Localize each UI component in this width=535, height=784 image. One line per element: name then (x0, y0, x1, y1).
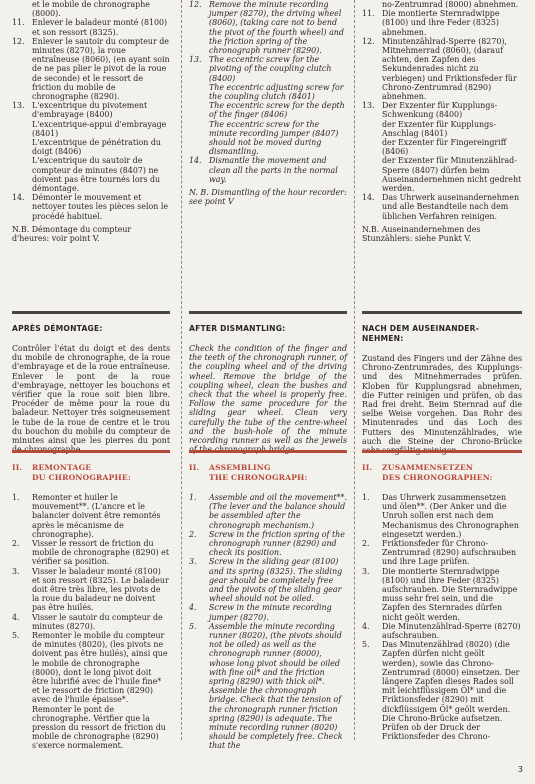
french-column (12, 0, 170, 784)
list-item: 1. Assemble and oil the movement**. (The lever and the balance should be assembled after the chronograph mechanism.) (189, 493, 347, 530)
list-item: The eccentric screw for the minute recording jumper (8407) should not be moved during dismantling. (209, 119, 339, 157)
section-rule (12, 311, 170, 314)
list-item: der Exzenter für Fingereingriff (8406) (382, 138, 507, 157)
en-assembly-list (189, 493, 347, 751)
list-item: 13. The eccentric screw for the pivoting of the coupling clutch (8400) (189, 55, 332, 83)
page-number: 3 (517, 765, 523, 774)
section-heading: II. ASSEMBLING THE CHRONOGRAPH: (189, 463, 308, 482)
list-item: 13. Der Exzenter für Kupplungs-Schwenkung (8400) (362, 101, 498, 120)
list-item: 14. Dismantle the movement and clean all the parts in the normal way. (189, 156, 338, 184)
list-item: 11. Die montierte Sternradwippe (8100) und ihre Feder (8325) abnehmen. (362, 9, 500, 37)
section-text: Check the condition of the finger and the teeth of the chronograph runner, of the coupling wheel and of the driving wheel. Remove the bridge of the coupling wheel, clean the bushes and check that the wheel is properly free. Follow the same procedure for the sliding gear wheel. Clean very carefully the tube of the centre-wheel and the bush-hole of the minute recording runner as well as the jewels of the chronograph bridge. (189, 344, 347, 455)
de-step-list (362, 0, 522, 221)
section-text: Zustand des Fingers und der Zähne des Chrono-Zentrumrades, des Kupplungs- und des Mitnehmerrades prüfen. Kloben für Kupplungsrad abnehmen, die Futter reinigen und prüfen, ob das Rad frei dreht. Beim Sternrad auf die selbe Weise vorgehen. Das Rohr des Minutenrades und das Loch des Futters des Minutenzählrades, wie auch die Steine der Chrono-Brücke sehr sorgfältig reinigen. (362, 354, 522, 456)
list-item: 4. Die Minutenzählrad-Sperre (8270) aufschrauben. (362, 621, 521, 641)
section-heading: II. ZUSAMMENSETZEN DES CHRONOGRAPHEN: (362, 463, 493, 482)
list-item: 14. Das Uhrwerk auseinandernehmen und alle Bestandteile nach dem üblichen Verfahren reinigen. (362, 193, 520, 221)
fr-after-dismantling (12, 311, 170, 454)
list-item: The eccentric adjusting screw for the coupling clutch (8401) (209, 82, 344, 102)
german-column (362, 0, 522, 784)
list-item: 12. Enlever le sautoir du compteur de minutes (8270), la roue entraîneuse (8060), (en ayant soin de ne pas plier le pivot de la roue de seconde) et le ressort de friction du mobile de chronographe (8290). (12, 36, 170, 102)
list-item: 11. Enlever le baladeur monté (8100) et son ressort (8325). (12, 18, 168, 37)
section-rule (362, 311, 522, 314)
list-item: 3. Visser le baladeur monté (8100) et son ressort (8325). Le baladeur doit être très libre, les pivots de la roue du baladeur ne doivent pas être huilés. (12, 566, 169, 613)
fr-assembly-list (12, 493, 170, 751)
fr-step-list (12, 0, 170, 221)
list-item: 1. Das Uhrwerk zusammensetzen und ölen**. (Der Anker und die Unruh sollen erst nach dem Mechanismus des Chronographen eingesetzt werden.) (362, 493, 519, 539)
en-step-list (189, 0, 347, 184)
list-item: L'excentrique du sautoir de compteur de minutes (8407) ne doivent pas être tournés lors du démontage. (32, 156, 161, 194)
list-item: 5. Remonter le mobile du compteur de minutes (8020), (les pivots ne doivent pas être huilés), ainsi que le mobile de chronographe (8000), dont le long pivot doit être lubrifié avec de l'huile fine* et le ressort de friction (8290) avec de l'huile épaisse*. (12, 631, 168, 705)
list-item: 1. Remonter et huiler le mouvement**. (L'ancre et le balancier doivent être remontés après le mécanisme de chronographe). (12, 493, 161, 539)
fr-dismantling-steps (12, 0, 170, 243)
fr-note: N.B. Démontage du compteur d'heures: voir point V. (12, 224, 132, 244)
list-item: 2. Screw in the friction spring of the chronograph runner (8290) and check its position. (189, 529, 345, 558)
list-item: 3. Screw in the sliding gear (8100) and its spring (8325). The sliding gear should be completely free and the pivots of the sliding gear wheel should not be oiled. (189, 557, 343, 604)
de-assembly-list (362, 493, 522, 741)
section-rule (362, 450, 522, 453)
de-dismantling-steps (362, 0, 522, 243)
list-item: 2. Visser le ressort de friction du mobile de chronographe (8290) et vérifier sa position. (12, 539, 170, 567)
section-heading: APRÈS DÉMONTAGE: (12, 324, 103, 333)
list-item: 2. Friktionsfeder für Chrono-Zentrumrad (8290) aufschrauben und ihre Lage prüfen. (362, 539, 517, 567)
en-note: N. B. Dismantling of the hour recorder: see point V (189, 188, 347, 207)
list-item: 13. L'excentrique du pivotement d'embrayage (8400) (12, 101, 148, 120)
de-note: N.B. Auseinandernehmen des Stunzählers: siehe Punkt V. (362, 224, 481, 244)
list-item: 4. Visser le sautoir du compteur de minutes (8270). (12, 612, 163, 631)
column-divider (181, 0, 182, 740)
section-heading: AFTER DISMANTLING: (189, 324, 286, 333)
list-item: Assemble the chronograph bridge. Check that the tension of the chronograph runner friction spring (8290) is adequate. The minute recording runner (8020) should be completely free. Check that the (209, 686, 343, 751)
list-item: L'excentrique de pénétration du doigt (8406) (32, 138, 161, 157)
list-item: der Exzenter für Minutenzählrad-Sperre (8407) dürfen beim Auseinandernehmen nicht gedreht werden. (382, 156, 522, 194)
section-rule (189, 450, 347, 453)
section-rule (189, 311, 347, 314)
fr-reassembly (12, 450, 170, 751)
list-item: der Exzenter für Kupplungs-Anschlag (8401) (382, 119, 496, 138)
list-item: 14. Démonter le mouvement et nettoyer toutes les pièces selon le procédé habituel. (12, 193, 169, 221)
section-heading: II. REMONTAGE DU CHRONOGRAPHE: (12, 463, 131, 482)
en-dismantling-steps (189, 0, 347, 206)
english-column (189, 0, 347, 784)
list-item: Remonter le pont de chronographe. Vérifier que la pression du ressort de friction du mobile de chronographe (8290) s'exerce normalement. (32, 704, 166, 751)
list-item: 12. Remove the minute recording jumper (8270), the driving wheel (8060), (taking care not to bend the pivot of the fourth wheel) and the friction spring of the chronograph runner (8290). (189, 0, 344, 56)
section-heading: NACH DEM AUSEINANDER- NEHMEN: (362, 324, 480, 343)
en-reassembly (189, 450, 347, 751)
list-item: 5. Assemble the minute recording runner (8020), (the pivots should not be oiled) as well as the chronograph runner (8000), whose long pivot should be oiled with fine oil* and the friction spring (8290) with thick oil*. (189, 621, 342, 687)
section-text: Contrôler l'état du doigt et des dents du mobile de chronographe, de la roue d'embrayage et de la roue entraîneuse. Enlever le pont de la roue d'embrayage, nettoyer les bouchons et vérifier que la roue soit bien libre. Procéder de même pour la roue du baladeur. Nettoyer très soigneusement le tube de la roue de centre et le trou du bouchon du mobile du compteur de minutes ainsi que les pierres du pont de chronographe. (12, 344, 170, 455)
list-item: 5. Das Minutenzählrad (8020) (die Zapfen dürfen nicht geölt werden), sowie das Chrono-Zentrumrad (8000) einsetzen. Der längere Zapfen dieses Rades soll mit leichtflüssigem Öl* und die Friktionsfeder (8290) mit dickflüssigem Öl* geölt werden. Die Chrono-Brücke aufsetzen. Prüfen ob der Druck der Friktionsfeder des Chrono- (362, 640, 520, 742)
column-divider (354, 0, 355, 740)
de-reassembly (362, 450, 522, 741)
section-rule (12, 450, 170, 453)
list-item: The eccentric screw for the depth of the finger (8406) (209, 101, 345, 120)
list-item: 12. Minutenzählrad-Sperre (8270), Mitnehmerrad (8060), (darauf achten, den Zapfen des Sekundenrades nicht zu verbiegen) und Friktionsfeder für Chrono-Zentrumrad (8290) abnehmen. (362, 36, 517, 102)
list-item: no-Zentrumrad (8000) abnehmen. (382, 0, 519, 9)
list-item: 4. Screw in the minute recording jumper (8270). (189, 603, 332, 622)
en-after-dismantling (189, 311, 347, 454)
list-item: L'excentrique-appui d'embrayage (8401) (32, 119, 167, 138)
de-after-dismantling (362, 311, 522, 455)
list-item: 3. Die montierte Sternradwippe (8100) und ihre Feder (8325) aufschrauben. Die Sternradwippe muss sehr frei sein, und die Zapfen des Sternrades dürfen nicht geölt werden. (362, 566, 518, 622)
list-item: et le mobile de chronographe (8000). (32, 0, 150, 19)
